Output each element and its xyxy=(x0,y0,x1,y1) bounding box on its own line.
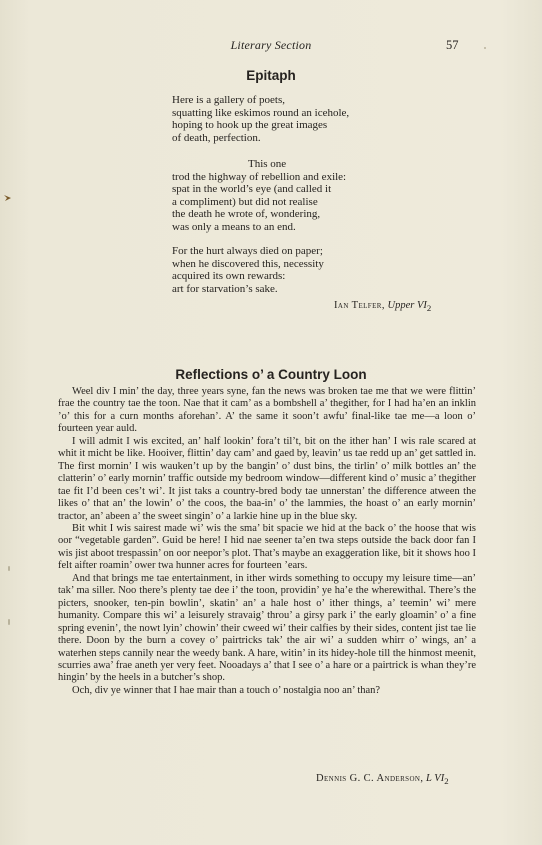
margin-ink-mark-icon xyxy=(3,193,13,203)
poem-line: This one xyxy=(248,158,287,170)
poem-line: art for starvation’s sake. xyxy=(172,282,278,295)
poem-line: acquired its own rewards: xyxy=(172,270,286,283)
poem-author-form: Upper $VI_2$ xyxy=(387,300,432,314)
poem-line: when he discovered this, necessity xyxy=(172,257,324,270)
essay-author-signature xyxy=(316,773,449,786)
poem-stanza-1 xyxy=(172,94,349,144)
poem-author-signature xyxy=(334,300,431,313)
essay-author-name: Dennis G. C. Anderson, xyxy=(316,773,424,784)
essay-paragraph: Och, div ye winner that I hae mair than a touch o’ nostalgia noo an’ than? xyxy=(72,684,381,696)
essay-paragraph: Bit whit I wis sairest made wi’ wis the sma’ bit spacie we hid at the back o’ the hoose that wis oor “vegetable garden”. Guid be here! I hid nae seener ta’en twa steps outside the back door fan I wis jist aboot trespassin’ on oor neepor’s plot. That’s maybe an exaggeration like, bit it shows hoo I felt aifter roamin’ ower twa hunner acres for fourteen ’ears. xyxy=(58,522,476,572)
poem-line: squatting like eskimos round an icehole, xyxy=(172,106,350,119)
poem-line: was only a means to an end. xyxy=(172,220,296,233)
running-header: Literary Section xyxy=(230,38,312,52)
essay-body xyxy=(58,386,476,697)
poem-title: Epitaph xyxy=(246,68,296,83)
poem-line: spat in the world’s eye (and called it xyxy=(172,183,332,196)
poem-line: of death, perfection. xyxy=(172,131,261,144)
poem-line: trod the highway of rebellion and exile: xyxy=(172,170,347,183)
essay-paragraph: And that brings me tae entertainment, in ither wirds something to occupy my leisure time—an’ tak’ ma siller. Noo there’s plenty tae dee i’ the toon, providin’ ye ha’e the wherewithal. There’s the picters, snooker, ten-pin bowlin’, skatin’ an’ a hale host o’ ither things, a’ teemin’ wi’ mere humanity. Compare this wi’ a leisurely stravaig’ throu’ a girsy park i’ the early gloamin’ o’ a fine spring evenin’, the nowt lyin’ chowin’ their cweed wi’ their calfies by their sides, content jist tae lie there. Doon by the burn a covey o’ pairtricks tak’ the air wi’ a sudden whirr o’ wings, an’ a waterhen steps cannily near the weedy bank. A hare, witin’ in its hidey-hole till the hinmost meenit, scurries awa’ frae aneth yer very feet. Nooadays a’ that I see o’ a hare or a pairtrick is whan they’re hingin’ by the heels in a butcher’s shop. xyxy=(58,572,476,684)
essay-paragraph: Weel div I min’ the day, three years syne, fan the news was broken tae me that we were flittin’ frae the country tae the toon. Nae that it cam’ as a bombshell a’ thegither, for I had ha’en an inklin ’o’ this for a curn months aforehan’. A’ the same it soon’t awfu’ final-like tae me—a loon o’ fourteen year auld. xyxy=(58,386,476,435)
poem-line: a compliment) but did not realise xyxy=(172,195,318,208)
essay-author-form: L $VI_2$ xyxy=(426,773,449,787)
paper-speck xyxy=(484,47,486,49)
poem-line: Here is a gallery of poets, xyxy=(172,94,286,106)
poem-line: For the hurt always died on paper; xyxy=(172,245,323,257)
poem-stanza-3 xyxy=(172,245,324,295)
poem-line: hoping to hook up the great images xyxy=(172,119,328,132)
paper-speck xyxy=(8,619,10,625)
poem-author-name: Ian Telfer, xyxy=(334,300,385,311)
poem-stanza-2 xyxy=(172,158,346,234)
page-number: 57 xyxy=(446,38,459,52)
essay-paragraph: I will admit I wis excited, an’ half lookin’ fora’t til’t, bit on the ither han’ I wis rale scared at whit it micht be like. Hooiver, flittin’ day cam’ and gaed by, leavin’ us tae redd up an’ get sattled in. The first mornin’ I wis wauken’t up by the bangin’ o’ dust bins, the tirlin’ o’ milk bottles an’ the clatterin’ o’ early mornin’ traffic outside my bedroom window—different kind o’ music a’ thegither tae fit I’d been ces’t wi’. It jist taks a country-bred body tae unnerstan’ the difference atween the likes o’ that an’ the lowin’ o’ the coos, the baa-in’ o’ the lammies, the hoast o’ an early mornin’ tractor, an’ abeen a’ the sweet singin’ o’ a larkie hine up in the blue sky. xyxy=(58,435,476,522)
poem-line: the death he wrote of, wondering, xyxy=(172,208,321,221)
paper-speck xyxy=(8,566,10,571)
essay-title: Reflections o’ a Country Loon xyxy=(175,367,367,382)
